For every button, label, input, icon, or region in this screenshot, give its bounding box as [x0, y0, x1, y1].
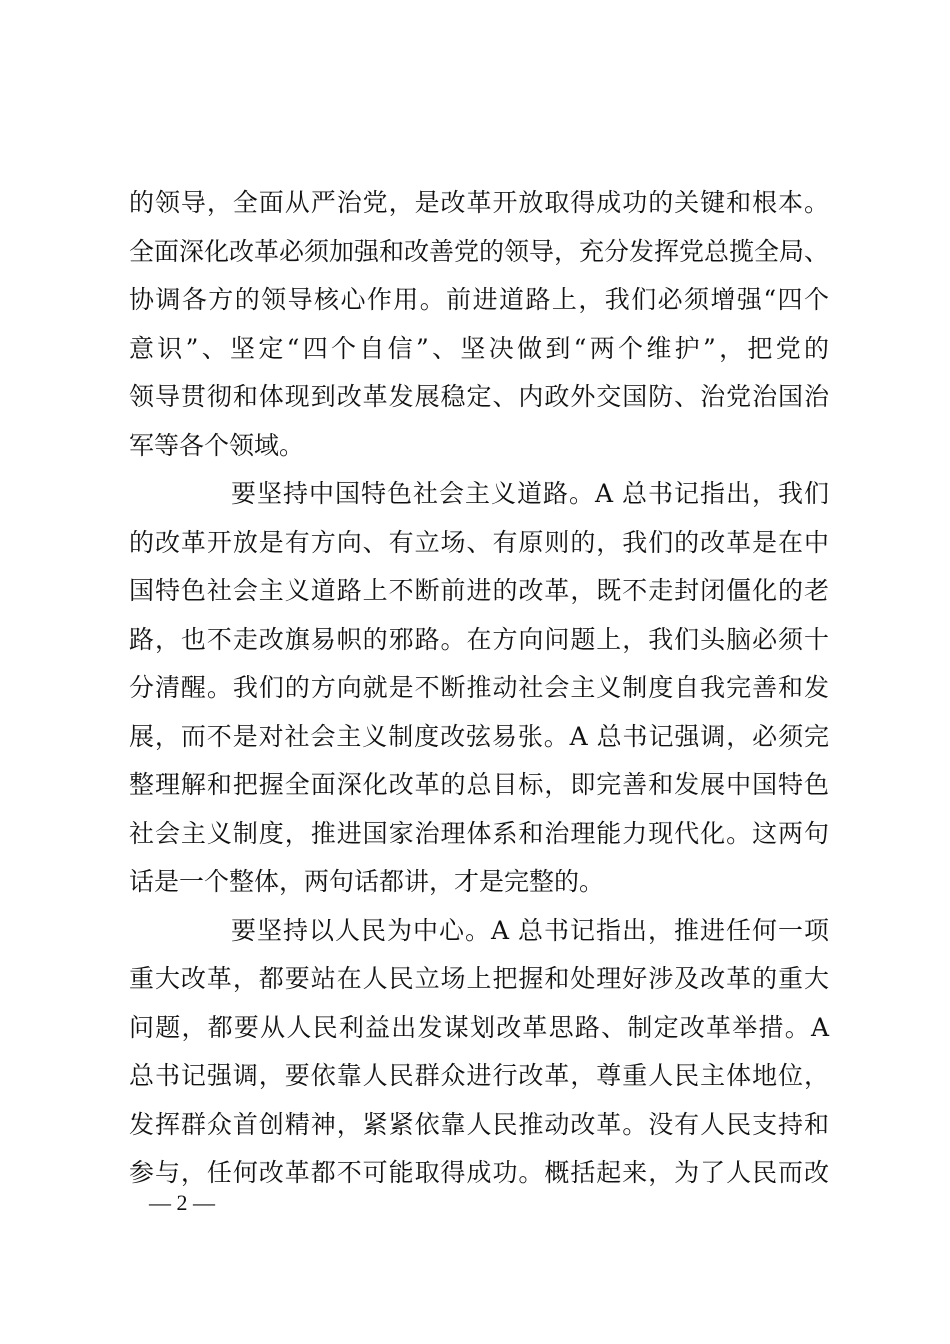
paragraph-3-line-1: 要坚持以人民为中心。A 总书记指出，推进任何一项	[231, 915, 829, 945]
page-number: — 2 —	[149, 1190, 215, 1215]
paragraph-3-line-3: 问题，都要从人民利益出发谋划改革思路、制定改革举措。A	[129, 1012, 829, 1042]
paragraph-2-line-8: 社会主义制度，推进国家治理体系和治理能力现代化。这两句	[129, 818, 829, 848]
paragraph-1-line-3: 协调各方的领导核心作用。前进道路上，我们必须增强“四个	[129, 285, 829, 314]
paragraph-2-line-5: 分清醒。我们的方向就是不断推动社会主义制度自我完善和发	[129, 673, 829, 702]
paragraph-1-line-4: 意识”、坚定“四个自信”、坚决做到“两个维护”，把党的	[129, 333, 829, 363]
paragraph-2-line-6: 展，而不是对社会主义制度改弦易张。A 总书记强调，必须完	[129, 721, 829, 751]
paragraph-2-line-4: 路，也不走改旗易帜的邪路。在方向问题上，我们头脑必须十	[129, 624, 829, 654]
paragraph-3-line-6: 参与，任何改革都不可能取得成功。概括起来，为了人民而改	[129, 1158, 829, 1187]
paragraph-3-line-5: 发挥群众首创精神，紧紧依靠人民推动改革。没有人民支持和	[129, 1109, 829, 1139]
paragraph-2-line-2: 的改革开放是有方向、有立场、有原则的，我们的改革是在中	[129, 527, 829, 557]
paragraph-2-line-7: 整理解和把握全面深化改革的总目标，即完善和发展中国特色	[129, 770, 829, 799]
paragraph-2-line-3: 国特色社会主义道路上不断前进的改革，既不走封闭僵化的老	[129, 576, 829, 605]
paragraph-3-line-4: 总书记强调，要依靠人民群众进行改革，尊重人民主体地位，	[129, 1061, 829, 1090]
paragraph-3-line-2: 重大改革，都要站在人民立场上把握和处理好涉及改革的重大	[129, 964, 829, 993]
paragraph-2-line-9: 话是一个整体，两句话都讲，才是完整的。	[129, 867, 605, 896]
paragraph-1-line-1: 的领导，全面从严治党，是改革开放取得成功的关键和根本。	[129, 188, 829, 217]
paragraph-1-line-5: 领导贯彻和体现到改革发展稳定、内政外交国防、治党治国治	[129, 382, 829, 411]
paragraph-1-line-2: 全面深化改革必须加强和改善党的领导，充分发挥党总揽全局、	[129, 236, 830, 266]
paragraph-1-line-6: 军等各个领域。	[129, 430, 305, 460]
body-text	[129, 179, 829, 1198]
paragraph-2-line-1: 要坚持中国特色社会主义道路。A 总书记指出，我们	[231, 479, 829, 508]
